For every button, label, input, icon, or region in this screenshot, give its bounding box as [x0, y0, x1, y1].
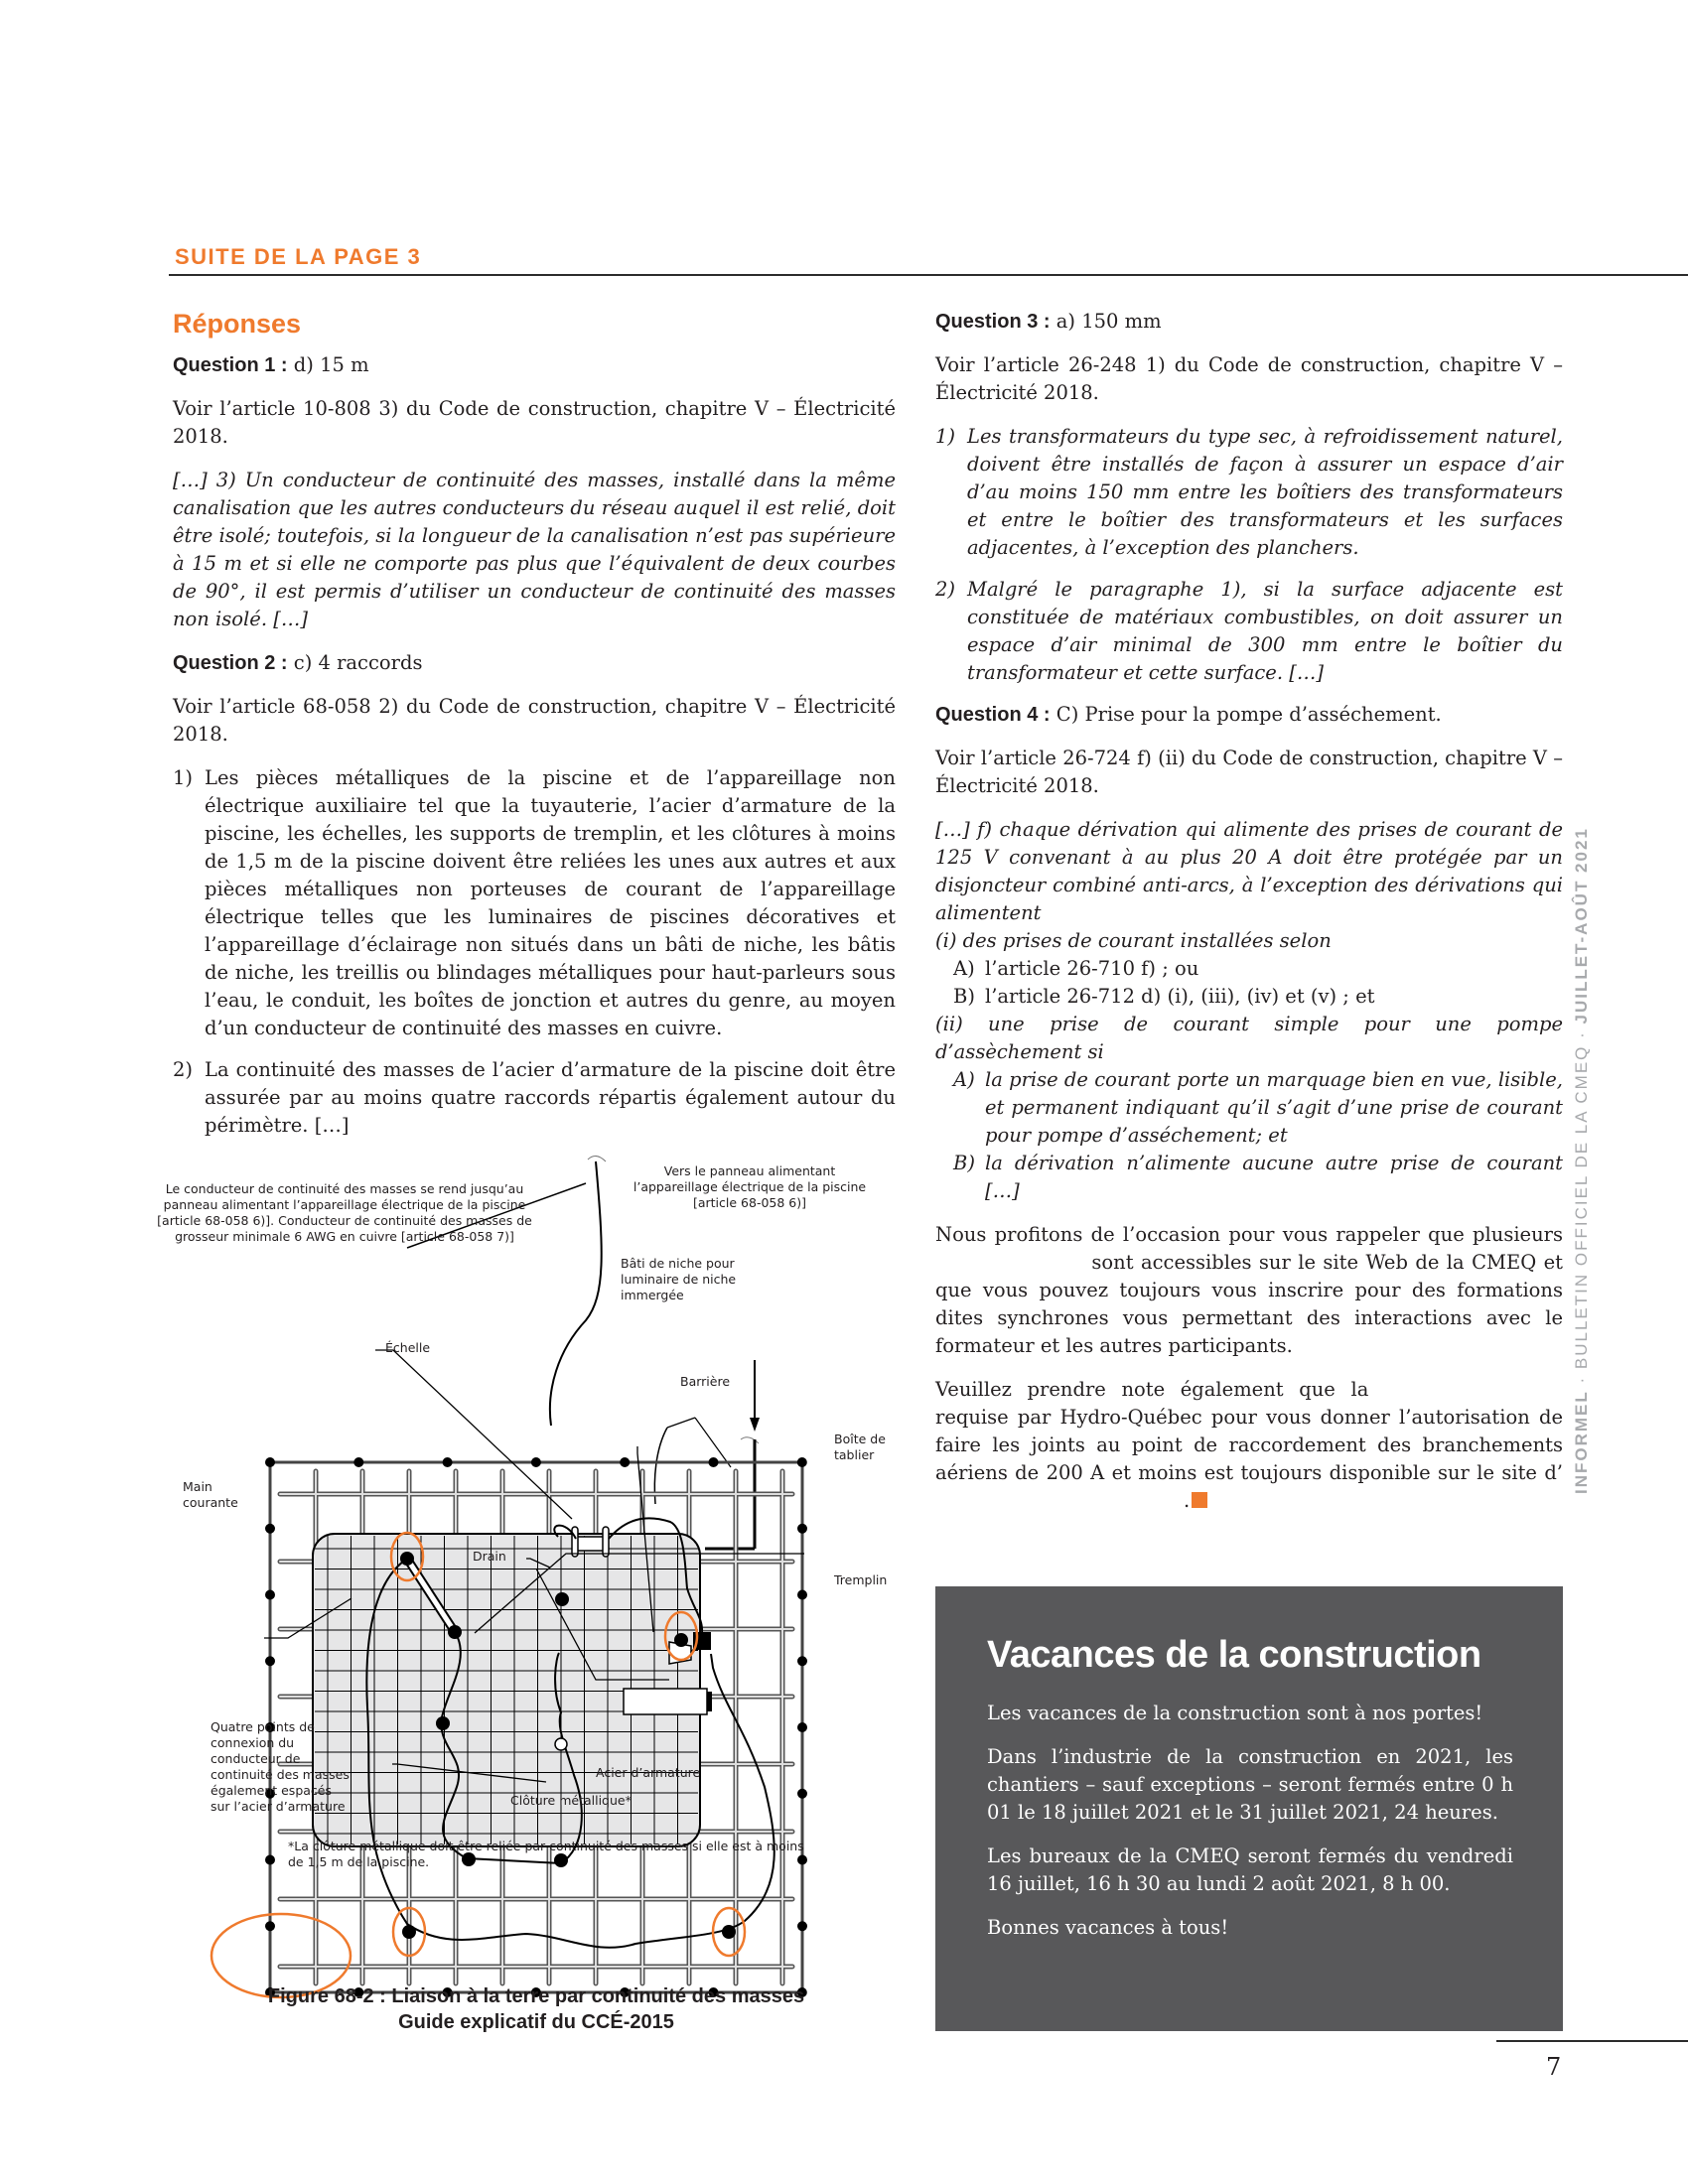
- list-item-number: B): [953, 985, 975, 1008]
- four-points-label: Quatre points de connexion du conducteur de continuité des masses également espacés sur l’acier d’armature: [211, 1719, 350, 1814]
- diving-board: [624, 1689, 707, 1714]
- list-item-number: 1): [173, 766, 194, 789]
- question-3-items: [935, 423, 1563, 687]
- list-item-number: B): [953, 1152, 975, 1174]
- question-1-reference: Voir l’article 10-808 3) du Code de construction, chapitre V – Électricité 2018.: [173, 397, 896, 448]
- list-item-number: A): [953, 1068, 975, 1091]
- list-item-text: Les transformateurs du type sec, à refroidissement naturel, doivent être installés de façon à assurer un espace d’air d’au moins 150 mm entre les boîtiers des transformateurs et entre le boîtier des transformateurs et les surfaces adjacentes, à l’exception des planchers.: [967, 425, 1563, 559]
- hydro-quebec-link[interactable]: [935, 1487, 1184, 1515]
- vacances-title: Vacances de la construction: [987, 1634, 1481, 1676]
- sidebar-issue: JUILLET-AOÛT 2021: [1572, 827, 1591, 1024]
- header-divider: [169, 274, 1688, 276]
- figure-caption-title: Figure 68-2 : Liaison à la terre par continuité des masses: [267, 1985, 805, 2007]
- fence-post: [709, 1457, 719, 1467]
- list-item: [935, 1150, 1563, 1205]
- fence-footnote: *La clôture métallique doit être reliée par continuité des masses si elle est à moins de 1,5 m de la piscine.: [288, 1839, 804, 1869]
- fence-post: [797, 1457, 807, 1467]
- fence-post: [797, 1524, 807, 1534]
- question-4-reference: Voir l’article 26-724 f) (ii) du Code de construction, chapitre V – Électricité 2018.: [935, 747, 1563, 797]
- question-1: [173, 351, 896, 379]
- note-paragraph: [935, 1376, 1563, 1515]
- list-item-number: A): [953, 957, 975, 980]
- note-text: Veuillez prendre note également que la: [935, 1378, 1369, 1401]
- fence-post: [620, 1457, 630, 1467]
- question-1-answer: d) 15 m: [293, 353, 369, 376]
- list-item-text: La continuité des masses de l’acier d’armature de la piscine doit être assurée par au moins quatre raccords répartis également autour du périmètre. […]: [205, 1058, 896, 1137]
- list-item-number: 1): [935, 425, 956, 448]
- question-1-label: Question 1 :: [173, 354, 288, 376]
- quote-intro: […] f) chaque dérivation qui alimente des prises de courant de 125 V convenant à au plus 20 A doit être protégée par un disjoncteur combiné anti-arcs, à l’exception des dérivations qui alimentent: [935, 818, 1563, 924]
- section-header: SUITE DE LA PAGE 3: [175, 244, 422, 269]
- list-item-text: Les pièces métalliques de la piscine et de l’appareillage non électrique auxiliaire tel que la tuyauterie, l’acier d’armature de la piscine, les échelles, les supports de tremplin, et les clôtures à moins de 1,5 m de la piscine doivent être reliées les unes aux autres et aux pièces métalliques non porteuses de courant de l’appareillage électrique telles que les luminaires de piscines décoratives et l’appareillage d’éclairage non situés dans un bâti de niche, les bâtis de niche, les treillis ou blindages métalliques pour haut-parleurs sous l’eau, le conduit, les boîtes de jonction et autres du genre, au moyen d’un conducteur de continuité des masses en cuivre.: [205, 766, 896, 1039]
- online-training-link[interactable]: [935, 1249, 1084, 1277]
- question-4-quote: [935, 816, 1563, 1205]
- vacances-paragraph: Dans l’industrie de la construction en 2021, les chantiers – sauf exceptions – seront fermés entre 0 h 01 le 18 juillet 2021 et le 31 juillet 2021, 24 heures.: [987, 1745, 1513, 1824]
- vacances-paragraph: Les vacances de la construction sont à nos portes!: [987, 1702, 1483, 1724]
- list-item-text: la prise de courant porte un marquage bien en vue, lisible, et permanent indiquant qu’il s’agit d’une prise de courant pour pompe d’asséchement; et: [985, 1068, 1563, 1147]
- figure-caption-source: Guide explicatif du CCÉ-2015: [398, 2011, 674, 2033]
- ladder: [576, 1537, 606, 1551]
- conductor-wire-to-panel: [550, 1161, 602, 1426]
- fence-post: [265, 1457, 275, 1467]
- reminder-text: Nous profitons de l’occasion pour vous rappeler que plusieurs: [935, 1223, 1563, 1246]
- list-item-text: l’article 26-710 f) ; ou: [985, 957, 1199, 980]
- quote-i-line: (i) des prises de courant installées selon: [935, 929, 1332, 952]
- list-item: [173, 1056, 896, 1140]
- list-item: [935, 423, 1563, 562]
- fence-post: [797, 1722, 807, 1732]
- list-item-text: la dérivation n’alimente aucune autre prise de courant […]: [985, 1152, 1563, 1202]
- ladder-rail: [572, 1527, 578, 1557]
- fence-post: [265, 1855, 275, 1865]
- sidebar-separator: ·: [1572, 1024, 1591, 1045]
- fence-post: [353, 1457, 363, 1467]
- fence-post: [265, 1524, 275, 1534]
- niche-label: Bâti de niche pour luminaire de niche immergée: [621, 1256, 737, 1302]
- deck-box-label: Boîte de tablier: [834, 1432, 886, 1462]
- break-mark: [588, 1156, 606, 1161]
- fence-post: [265, 1921, 275, 1931]
- list-item: [935, 983, 1563, 1011]
- list-item: [935, 955, 1563, 983]
- question-3-reference: Voir l’article 26-248 1) du Code de construction, chapitre V – Électricité 2018.: [935, 353, 1563, 404]
- reminder-text: sont accessibles sur le site Web de la CMEQ et que vous pouvez toujours vous inscrire pour des formations dites synchrones vous permettant des interactions avec le formateur et les autres participants.: [935, 1251, 1563, 1357]
- question-2-reference: Voir l’article 68-058 2) du Code de construction, chapitre V – Électricité 2018.: [173, 695, 896, 746]
- end-of-article-marker-icon: [1192, 1492, 1207, 1508]
- footer-divider: [1496, 2040, 1688, 2042]
- diving-board-support: [707, 1692, 712, 1711]
- question-1-quote: […] 3) Un conducteur de continuité des masses, installé dans la même canalisation que les autres conducteurs du réseau auquel il est relié, doit être isolé; toutefois, si la longueur de la canalisation n’est pas supérieure à 15 m et si elle ne comporte pas plus que l’équivalent de deux courbes de 90°, il est permis d’utiliser un conducteur de continuité des masses non isolé. […]: [173, 469, 896, 630]
- note-text: requise par Hydro-Québec pour vous donner l’autorisation de faire les joints au point de raccordement des branchements aériens de 200 A et moins est toujours disponible sur le site d’: [935, 1406, 1563, 1484]
- responses-heading: Réponses: [173, 309, 302, 339]
- conductor-note-label: Le conducteur de continuité des masses se rend jusqu’au panneau alimentant l’appareillage électrique de la piscine [article 68-058 6)]. Conducteur de continuité des masses de grosseur minimale 6 AWG en cuivre [article 68-058 7)]: [157, 1181, 532, 1244]
- note-text: .: [1184, 1489, 1191, 1512]
- form-link[interactable]: [1384, 1376, 1563, 1404]
- left-column: [173, 306, 896, 1154]
- barrier-leader: [667, 1418, 695, 1428]
- sidebar-separator: ·: [1572, 1369, 1591, 1391]
- vacances-paragraph: Les bureaux de la CMEQ seront fermés du vendredi 16 juillet, 16 h 30 au lundi 2 août 2021, 8 h 00.: [987, 1844, 1513, 1895]
- ladder-label: Échelle: [385, 1340, 431, 1355]
- vacances-paragraph: Bonnes vacances à tous!: [987, 1916, 1229, 1939]
- quote-ii-line: (ii) une prise de courant simple pour une pompe d’assèchement si: [935, 1013, 1563, 1063]
- panel-note-label: Vers le panneau alimentant l’appareillage électrique de la piscine [article 68-058 6)]: [633, 1163, 867, 1210]
- sidebar-brand: INFORMEL: [1572, 1390, 1591, 1494]
- vacances-box: [935, 1586, 1563, 2031]
- fence-post: [797, 1789, 807, 1799]
- list-item-text: Malgré le paragraphe 1), si la surface adjacente est constituée de matériaux combustibles, on doit assurer un espace d’air minimal de 300 mm entre le boîtier du transformateur et cette surface. […]: [967, 578, 1563, 684]
- fence-post: [531, 1457, 541, 1467]
- question-3-label: Question 3 :: [935, 311, 1051, 333]
- fence-post: [265, 1656, 275, 1666]
- list-item: [935, 1066, 1563, 1150]
- question-2-items: [173, 764, 896, 1140]
- panel-arrow-head: [750, 1418, 760, 1432]
- drain: [555, 1738, 567, 1750]
- list-item-number: 2): [935, 578, 956, 601]
- question-2: [173, 649, 896, 677]
- list-item-number: 2): [173, 1058, 194, 1081]
- page-number: 7: [1546, 2053, 1562, 2081]
- question-4-label: Question 4 :: [935, 704, 1051, 726]
- fence-post: [797, 1656, 807, 1666]
- drain-label: Drain: [473, 1549, 506, 1564]
- list-item: [173, 764, 896, 1042]
- barrier-label: Barrière: [680, 1374, 731, 1389]
- sidebar-publication: BULLETIN OFFICIEL DE LA CMEQ: [1572, 1044, 1591, 1370]
- diving-board-label: Tremplin: [834, 1572, 888, 1587]
- pool-bonding-diagram: [169, 1152, 904, 2045]
- question-2-answer: c) 4 raccords: [293, 651, 423, 674]
- ladder-rail: [603, 1527, 609, 1557]
- fence-post: [265, 1590, 275, 1600]
- reminder-paragraph: [935, 1221, 1563, 1360]
- figure-68-2: [157, 1152, 904, 2045]
- fence-post: [797, 1590, 807, 1600]
- rebar-label: Acier d’armature: [596, 1765, 701, 1780]
- list-item: [935, 576, 1563, 687]
- fence-post: [797, 1921, 807, 1931]
- fence-post: [443, 1457, 453, 1467]
- publication-sidebar: [1572, 827, 1592, 1494]
- question-2-label: Question 2 :: [173, 652, 288, 674]
- right-column: [935, 308, 1563, 1531]
- question-3-answer: a) 150 mm: [1055, 310, 1162, 333]
- question-4: [935, 701, 1563, 729]
- question-3: [935, 308, 1563, 336]
- handrail-label: Main courante: [183, 1479, 238, 1510]
- figure-caption: [169, 1983, 904, 2035]
- question-4-answer: C) Prise pour la pompe d’asséchement.: [1055, 703, 1442, 726]
- list-item-text: l’article 26-712 d) (i), (iii), (iv) et (v) ; et: [985, 985, 1375, 1008]
- fence-label: Clôture métallique*: [510, 1793, 632, 1808]
